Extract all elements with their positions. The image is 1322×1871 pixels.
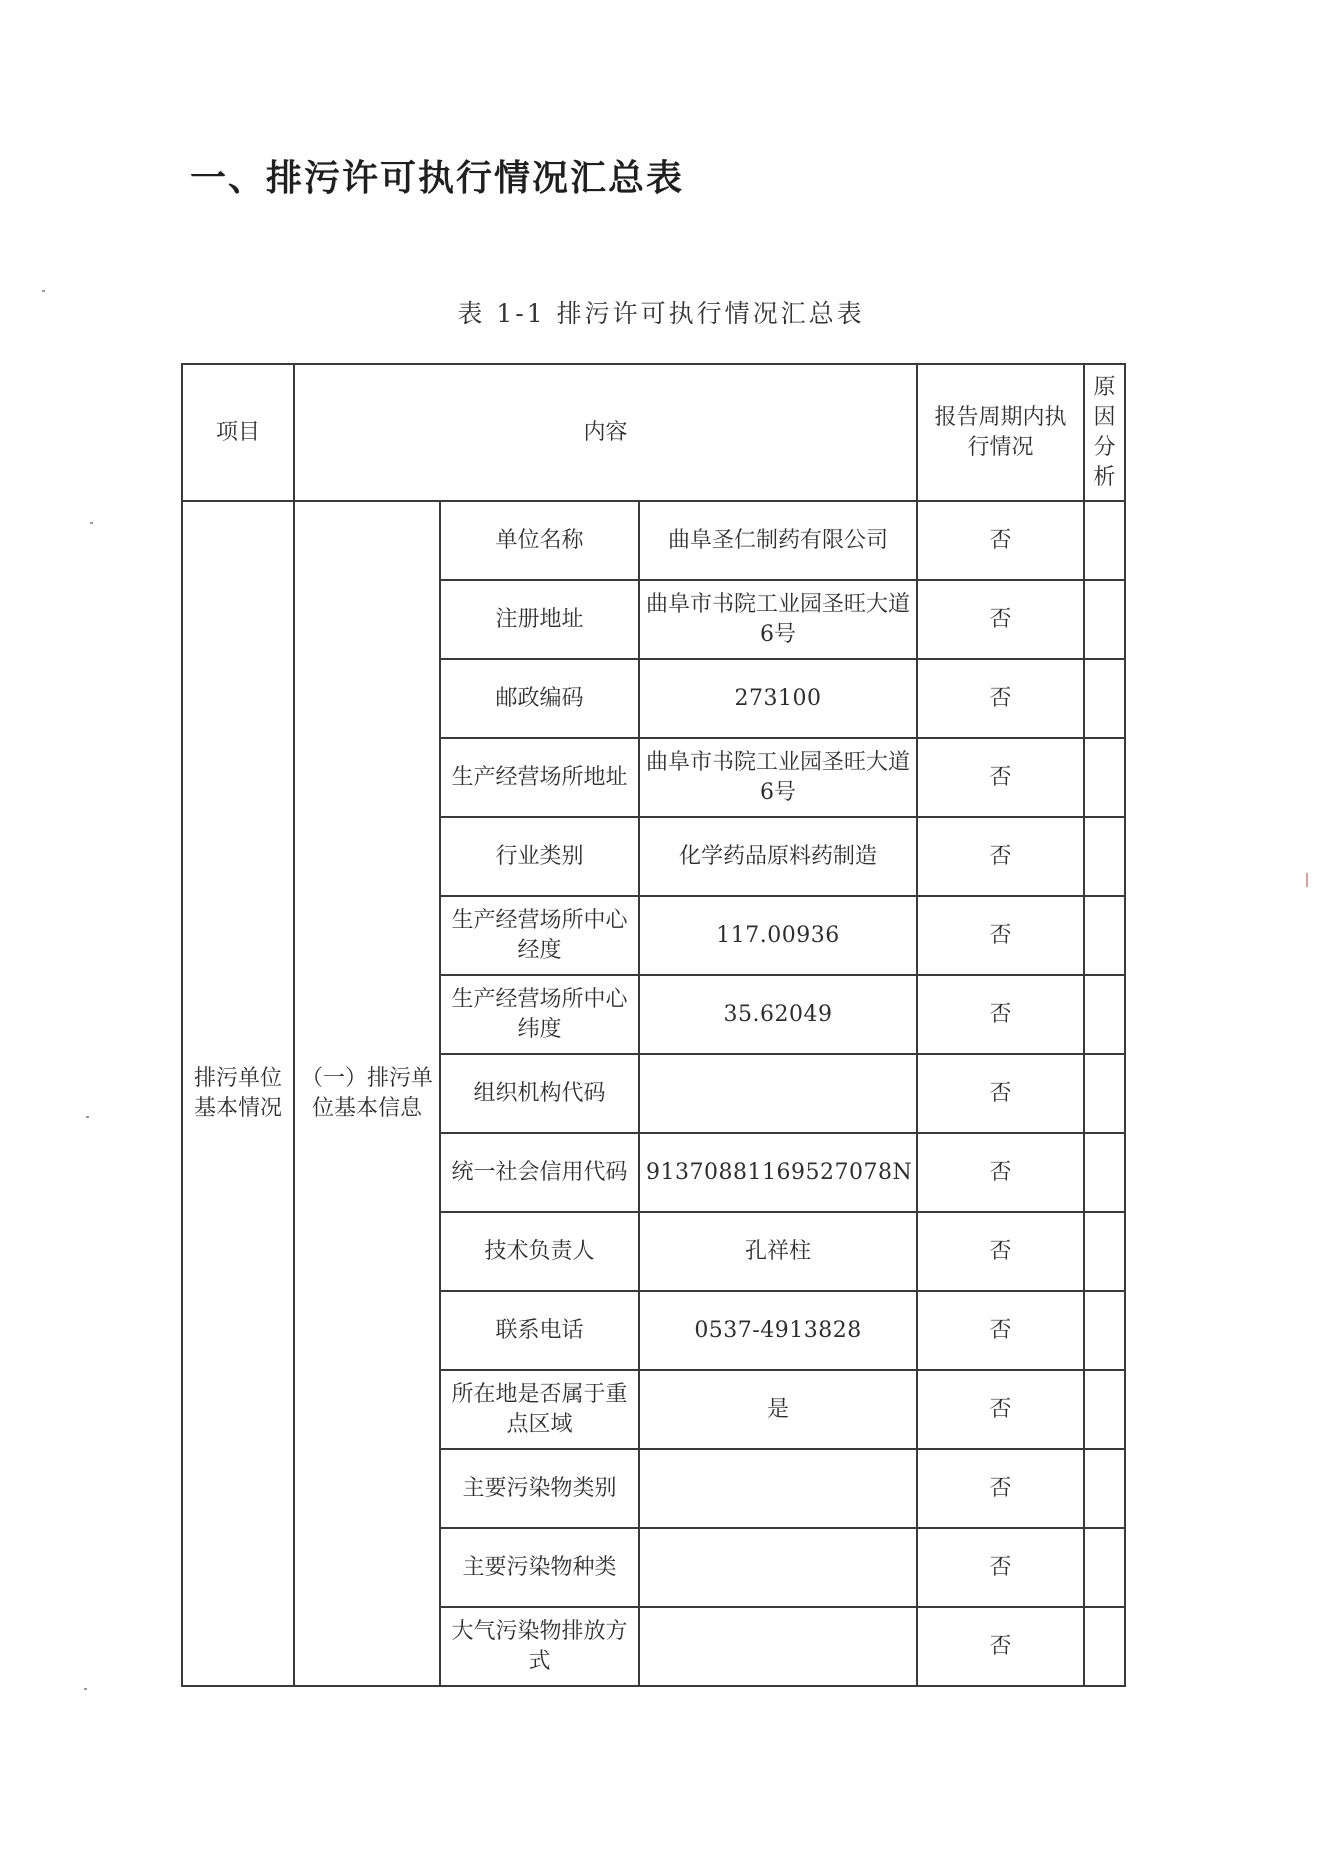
field-name-cell: 大气污染物排放方式 <box>440 1607 639 1686</box>
field-value-cell <box>639 1528 917 1607</box>
reason-cell <box>1084 1449 1125 1528</box>
scan-speck <box>90 522 93 524</box>
group-label-basic-info: （一）排污单位基本信息 <box>294 501 440 1686</box>
field-name-cell: 技术负责人 <box>440 1212 639 1291</box>
status-cell: 否 <box>917 975 1084 1054</box>
reason-cell <box>1084 1054 1125 1133</box>
status-cell: 否 <box>917 1449 1084 1528</box>
header-content: 内容 <box>294 364 917 501</box>
reason-cell <box>1084 738 1125 817</box>
field-name-cell: 主要污染物类别 <box>440 1449 639 1528</box>
field-name-cell: 注册地址 <box>440 580 639 659</box>
permit-summary-table <box>181 363 1126 1687</box>
field-name-cell: 组织机构代码 <box>440 1054 639 1133</box>
field-name-cell: 统一社会信用代码 <box>440 1133 639 1212</box>
scan-speck <box>84 1688 87 1690</box>
reason-cell <box>1084 1370 1125 1449</box>
field-name-cell: 行业类别 <box>440 817 639 896</box>
header-item: 项目 <box>182 364 294 501</box>
field-value-cell: 35.62049 <box>639 975 917 1054</box>
field-name-cell: 联系电话 <box>440 1291 639 1370</box>
header-status: 报告周期内执行情况 <box>917 364 1084 501</box>
field-value-cell <box>639 1607 917 1686</box>
status-cell: 否 <box>917 1370 1084 1449</box>
table-row <box>182 501 1125 580</box>
scan-speck <box>86 1116 89 1118</box>
field-value-cell: 91370881169527078N <box>639 1133 917 1212</box>
field-name-cell: 邮政编码 <box>440 659 639 738</box>
field-name-cell: 生产经营场所中心经度 <box>440 896 639 975</box>
field-name-cell: 所在地是否属于重点区域 <box>440 1370 639 1449</box>
reason-cell <box>1084 1607 1125 1686</box>
field-value-cell: 曲阜市书院工业园圣旺大道6号 <box>639 738 917 817</box>
field-value-cell <box>639 1449 917 1528</box>
reason-cell <box>1084 1212 1125 1291</box>
reason-cell <box>1084 501 1125 580</box>
status-cell: 否 <box>917 501 1084 580</box>
field-name-cell: 生产经营场所中心纬度 <box>440 975 639 1054</box>
field-value-cell: 曲阜市书院工业园圣旺大道6号 <box>639 580 917 659</box>
status-cell: 否 <box>917 1133 1084 1212</box>
table-caption: 表 1-1 排污许可执行情况汇总表 <box>457 299 865 328</box>
field-name-cell: 单位名称 <box>440 501 639 580</box>
status-cell: 否 <box>917 1054 1084 1133</box>
reason-cell <box>1084 659 1125 738</box>
status-cell: 否 <box>917 659 1084 738</box>
reason-cell <box>1084 1528 1125 1607</box>
group-label-basic-situation: 排污单位基本情况 <box>182 501 294 1686</box>
field-value-cell <box>639 1054 917 1133</box>
status-cell: 否 <box>917 580 1084 659</box>
reason-cell <box>1084 580 1125 659</box>
reason-cell <box>1084 817 1125 896</box>
field-value-cell: 117.00936 <box>639 896 917 975</box>
field-value-cell: 273100 <box>639 659 917 738</box>
status-cell: 否 <box>917 896 1084 975</box>
field-value-cell: 曲阜圣仁制药有限公司 <box>639 501 917 580</box>
scan-mark <box>1306 873 1308 887</box>
status-cell: 否 <box>917 1607 1084 1686</box>
reason-cell <box>1084 975 1125 1054</box>
page-heading: 一、排污许可执行情况汇总表 <box>190 158 685 199</box>
table-header-row <box>182 364 1125 501</box>
field-value-cell: 孔祥柱 <box>639 1212 917 1291</box>
field-name-cell: 主要污染物种类 <box>440 1528 639 1607</box>
status-cell: 否 <box>917 1528 1084 1607</box>
status-cell: 否 <box>917 817 1084 896</box>
field-value-cell: 是 <box>639 1370 917 1449</box>
status-cell: 否 <box>917 1212 1084 1291</box>
field-name-cell: 生产经营场所地址 <box>440 738 639 817</box>
reason-cell <box>1084 896 1125 975</box>
header-reason: 原因分析 <box>1084 364 1125 501</box>
reason-cell <box>1084 1133 1125 1212</box>
status-cell: 否 <box>917 738 1084 817</box>
field-value-cell: 0537-4913828 <box>639 1291 917 1370</box>
field-value-cell: 化学药品原料药制造 <box>639 817 917 896</box>
reason-cell <box>1084 1291 1125 1370</box>
status-cell: 否 <box>917 1291 1084 1370</box>
scan-speck <box>42 290 45 292</box>
